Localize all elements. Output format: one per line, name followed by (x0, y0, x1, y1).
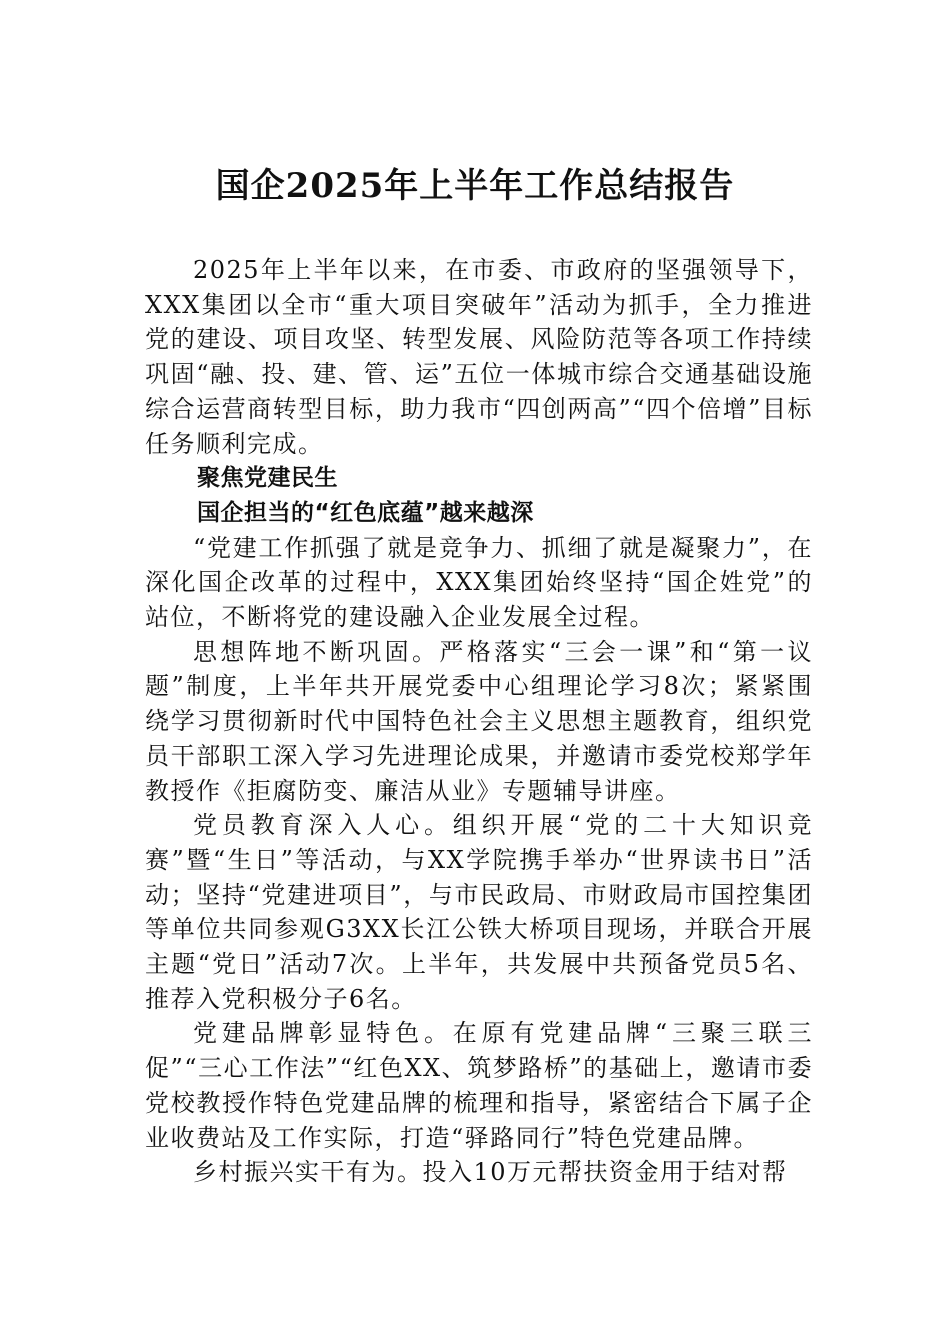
document-title: 国企2025年上半年工作总结报告 (215, 166, 735, 206)
body-paragraph: 乡村振兴实干有为。投入10万元帮扶资金用于结对帮 (193, 1158, 788, 1187)
body-paragraph: 思想阵地不断巩固。严格落实“三会一课”和“第一议题”制度，上半年共开展党委中心组理论学习8次；紧紧围绕学习贯彻新时代中国特色社会主义思想主题教育，组织党员干部职工深入学习先进理论成果，并邀请市委党校郑学年教授作《拒腐防变、廉洁从业》专题辅导讲座。 (145, 637, 813, 805)
body-paragraph: 党建品牌彰显特色。在原有党建品牌“三聚三联三促”“三心工作法”“红色XX、筑梦路桥”的基础上，邀请市委党校教授作特色党建品牌的梳理和指导，紧密结合下属子企业收费站及工作实际，打造“驿路同行”特色党建品牌。 (145, 1019, 813, 1152)
body-paragraph: “党建工作抓强了就是竞争力、抓细了就是凝聚力”，在深化国企改革的过程中，XXX集团始终坚持“国企姓党”的站位，不断将党的建设融入企业发展全过程。 (145, 533, 813, 632)
body-paragraph: 党员教育深入人心。组织开展“党的二十大知识竞赛”暨“生日”等活动，与XX学院携手举办“世界读书日”活动；坚持“党建进项目”，与市民政局、市财政局市国控集团等单位共同参观G3XX长江公铁大桥项目现场，并联合开展主题“党日”活动7次。上半年，共发展中共预备党员5名、推荐入党积极分子6名。 (145, 811, 813, 1013)
section-subheading: 国企担当的“红色底蕴”越来越深 (197, 499, 534, 526)
document-body (145, 253, 813, 1190)
section-heading: 聚焦党建民生 (197, 465, 338, 492)
intro-paragraph: 2025年上半年以来，在市委、市政府的坚强领导下，XXX集团以全市“重大项目突破年”活动为抓手，全力推进党的建设、项目攻坚、转型发展、风险防范等各项工作持续巩固“融、投、建、管、运”五位一体城市综合交通基础设施综合运营商转型目标，助力我市“四创两高”“四个倍增”目标任务顺利完成。 (145, 256, 813, 458)
